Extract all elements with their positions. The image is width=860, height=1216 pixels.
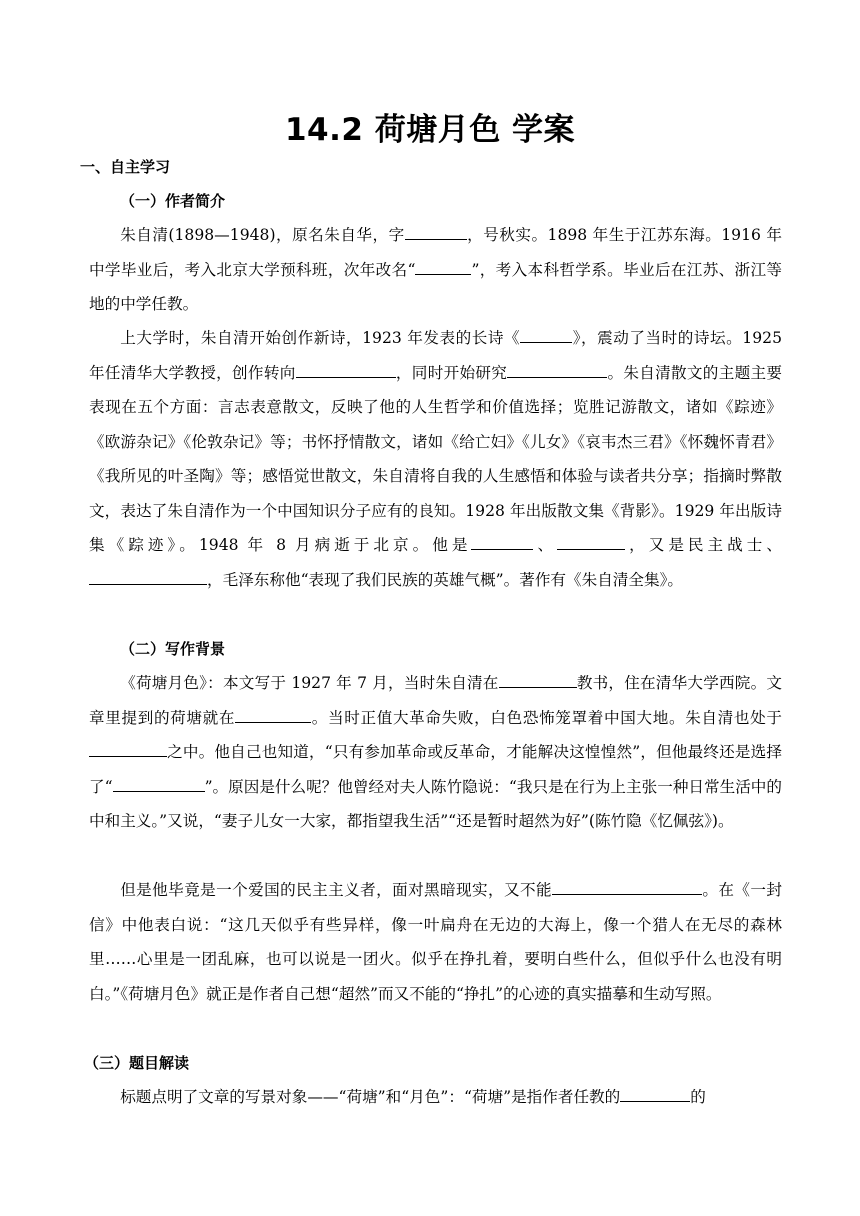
fill-blank[interactable] xyxy=(415,257,471,274)
fill-blank[interactable] xyxy=(405,223,467,240)
text-run: ”。原因是什么呢？他曾经对夫人陈竹隐说：“我只是在行为上主张一种日常生活中的中和主义。”又说，“妻子儿女一大家，都指望我生活”“还是暂时超然为好”(陈竹隐《忆佩弦》)。 xyxy=(89,777,782,830)
fill-blank[interactable] xyxy=(471,533,533,550)
paragraph-struggle xyxy=(89,873,782,1011)
fill-blank[interactable] xyxy=(520,326,572,343)
fill-blank[interactable] xyxy=(89,740,167,757)
text-run: ，毛泽东称他“表现了我们民族的英雄气概”。著作有《朱自清全集》。 xyxy=(207,570,683,589)
paragraph-career xyxy=(89,321,782,597)
text-run: 之中。他自己也知道，“只有参加革命或反革命，才能解决这惶惶然”，但他最终还是选择了“ xyxy=(89,743,782,796)
fill-blank[interactable] xyxy=(620,1085,690,1102)
paragraph-author-bio xyxy=(89,218,782,322)
text-run: 标题点明了文章的写景对象——“荷塘”和“月色”：“荷塘”是指作者任教的 xyxy=(120,1088,621,1106)
fill-blank[interactable] xyxy=(235,705,311,722)
paragraph-background xyxy=(89,666,782,839)
text-run: ”，考入本科哲学系。毕业后在江苏、浙江等地的中学任教。 xyxy=(89,260,782,313)
fill-blank[interactable] xyxy=(296,360,396,377)
subheading-title-interpretation: （三）题目解读 xyxy=(84,1054,190,1072)
fill-blank[interactable] xyxy=(113,774,205,791)
text-run: ，同时开始研究 xyxy=(395,363,508,382)
fill-blank[interactable] xyxy=(499,671,577,688)
text-run: 》，震动了当时的诗坛。1925 年任清华大学教授，创作转向 xyxy=(89,329,782,382)
section-heading-self-study: 一、自主学习 xyxy=(80,158,171,176)
text-run: 《荷塘月色》：本文写于 1927 年 7 月，当时朱自清在 xyxy=(120,674,499,692)
subheading-author-intro: （一）作者简介 xyxy=(120,192,226,210)
text-run: ，又是民主战士、 xyxy=(625,536,782,554)
text-run: 。当时正值大革命失败，白色恐怖笼罩着中国大地。朱自清也处于 xyxy=(311,708,782,727)
text-run: 、 xyxy=(533,536,558,554)
fill-blank[interactable] xyxy=(552,878,702,895)
text-run: 但是他毕竟是一个爱国的民主主义者，面对黑暗现实，又不能 xyxy=(120,881,553,899)
paragraph-title-meaning xyxy=(89,1080,782,1115)
subheading-writing-background: （二）写作背景 xyxy=(120,640,226,658)
text-run: 。在《一封信》中他表白说：“这几天似乎有些异样，像一叶扁舟在无边的大海上，像一个猎人在无尽的森林里……心里是一团乱麻，也可以说是一团火。似乎在挣扎着，要明白些什么，但似乎什么也没有明白。”《荷塘月色》就正是作者自己想“超然”而又不能的“挣扎”的心迹的真实描摹和生动写照。 xyxy=(89,881,782,1003)
page-title: 14.2 荷塘月色 学案 xyxy=(284,112,576,148)
text-run: 。朱自清散文的主题主要表现在五个方面：言志表意散文，反映了他的人生哲学和价值选择；览胜记游散文，诸如《踪迹》《欧游杂记》《伦敦杂记》等；书怀抒情散文，诸如《给亡妇》《儿女》《哀韦杰三君》《怀魏怀青君》《我所见的叶圣陶》等；感悟觉世散文，朱自清将自我的人生感悟和体验与读者共分享；指摘时弊散文，表达了朱自清作为一个中国知识分子应有的良知。1928 年出版散文集《背影》。1929 年出版诗集《踪迹》。1948 年 8 月病逝于北京。他是 xyxy=(89,363,782,554)
text-run: ，号秋实。1898 年生于江苏东海。1916 年中学毕业后，考入北京大学预科班，次年改名“ xyxy=(89,226,782,279)
fill-blank[interactable] xyxy=(89,567,207,584)
text-run: 的 xyxy=(690,1088,706,1106)
text-run: 朱自清(1898—1948)，原名朱自华，字 xyxy=(120,226,405,244)
text-run: 上大学时，朱自清开始创作新诗，1923 年发表的长诗《 xyxy=(120,329,521,347)
fill-blank[interactable] xyxy=(507,360,607,377)
fill-blank[interactable] xyxy=(557,533,625,550)
text-run: 教书，住在清华大学西院。文章里提到的荷塘就在 xyxy=(89,674,782,727)
